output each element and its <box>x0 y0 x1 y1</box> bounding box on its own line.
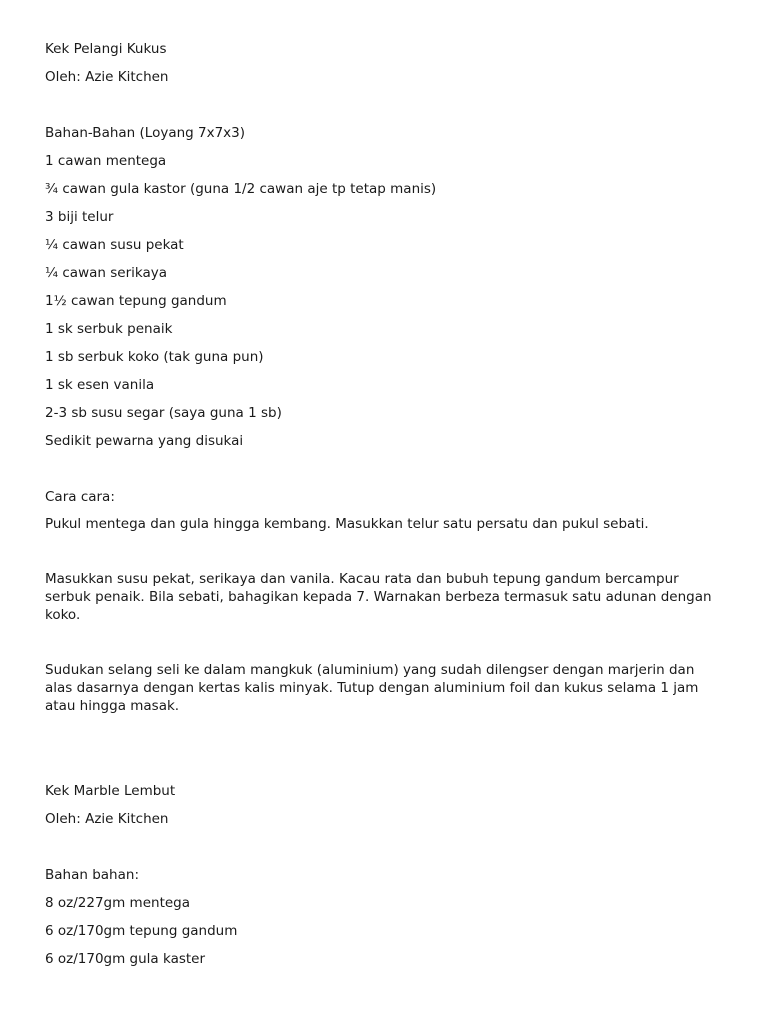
ingredient-item: ¼ cawan serikaya <box>45 265 167 281</box>
ingredient-item: 6 oz/170gm tepung gandum <box>45 923 238 939</box>
recipe-author: Oleh: Azie Kitchen <box>45 811 169 827</box>
ingredient-item: 3 biji telur <box>45 209 114 225</box>
spacer <box>45 837 725 865</box>
ingredient-item: 1 sk esen vanila <box>45 377 155 393</box>
ingredient-item: 1 sk serbuk penaik <box>45 321 173 337</box>
ingredients-heading: Bahan bahan: <box>45 867 139 883</box>
spacer <box>45 95 725 123</box>
recipe-title: Kek Pelangi Kukus <box>45 41 167 57</box>
ingredient-item: ¾ cawan gula kastor (guna 1/2 cawan aje tp tetap manis) <box>45 181 437 197</box>
method-step: Masukkan susu pekat, serikaya dan vanila. Kacau rata dan bubuh tepung gandum bercampur serbuk penaik. Bila sebati, bahagikan kepada 7. Warnakan berbeza termasuk satu adunan dengan koko. <box>45 571 712 623</box>
method-step: Sudukan selang seli ke dalam mangkuk (aluminium) yang sudah dilengser dengan marjerin dan alas dasarnya dengan kertas kalis minyak. Tutup dengan aluminium foil dan kukus selama 1 jam atau hingga masak. <box>45 662 699 714</box>
ingredient-item: 1 cawan mentega <box>45 153 167 169</box>
ingredient-item: ¼ cawan susu pekat <box>45 237 184 253</box>
ingredient-item: 1½ cawan tepung gandum <box>45 293 227 309</box>
method-step: Pukul mentega dan gula hingga kembang. Masukkan telur satu persatu dan pukul sebati. <box>45 516 649 532</box>
ingredient-item: 6 oz/170gm gula kaster <box>45 951 206 967</box>
ingredient-item: Sedikit pewarna yang disukai <box>45 433 244 449</box>
recipe-author: Oleh: Azie Kitchen <box>45 69 169 85</box>
ingredient-item: 1 sb serbuk koko (tak guna pun) <box>45 349 264 365</box>
ingredients-heading: Bahan-Bahan (Loyang 7x7x3) <box>45 125 246 141</box>
ingredient-item: 2-3 sb susu segar (saya guna 1 sb) <box>45 405 282 421</box>
method-heading: Cara cara: <box>45 489 115 505</box>
document-page <box>45 39 725 977</box>
recipe-title: Kek Marble Lembut <box>45 783 176 799</box>
spacer <box>45 459 725 487</box>
ingredient-item: 8 oz/227gm mentega <box>45 895 191 911</box>
